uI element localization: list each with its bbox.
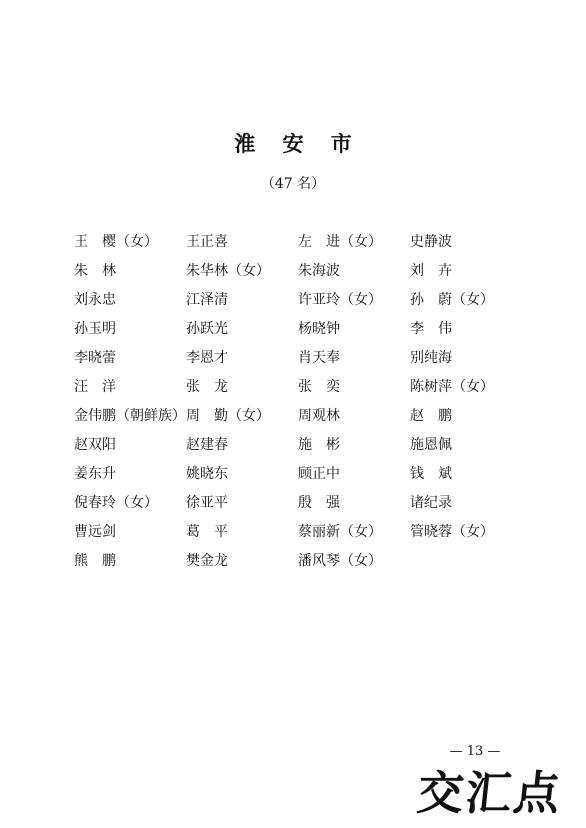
name-entry: 钱 斌 <box>410 466 452 482</box>
name-entry: 江泽清 <box>186 292 228 308</box>
name-entry: 潘风琴（女） <box>298 553 382 569</box>
page-number: — 13 — <box>449 744 501 759</box>
name-entry: 刘 卉 <box>410 263 452 279</box>
name-entry: 姜东升 <box>74 466 116 482</box>
name-entry: 史静波 <box>410 234 452 250</box>
name-entry: 王正喜 <box>186 234 228 250</box>
name-entry: 别纯海 <box>410 350 452 366</box>
name-entry: 杨晓钟 <box>298 321 340 337</box>
name-entry: 诸纪录 <box>410 495 452 511</box>
name-entry: 左 进（女） <box>298 234 382 250</box>
name-entry: 李恩才 <box>186 350 228 366</box>
name-entry: 张 龙 <box>186 379 228 395</box>
name-entry: 施 彬 <box>298 437 340 453</box>
name-entry: 刘永忠 <box>74 292 116 308</box>
name-entry: 孙 蔚（女） <box>410 292 494 308</box>
name-entry: 管晓蓉（女） <box>410 524 494 540</box>
name-entry: 张 奕 <box>298 379 340 395</box>
name-entry: 曹远剑 <box>74 524 116 540</box>
name-entry: 赵建春 <box>186 437 228 453</box>
name-list <box>74 228 522 576</box>
name-entry: 李 伟 <box>410 321 452 337</box>
name-entry: 殷 强 <box>298 495 340 511</box>
name-entry: 樊金龙 <box>186 553 228 569</box>
name-entry: 熊 鹏 <box>74 553 116 569</box>
name-entry: 朱海波 <box>298 263 340 279</box>
name-entry: 朱 林 <box>74 263 116 279</box>
name-entry: 周观林 <box>298 408 340 424</box>
name-entry: 王 樱（女） <box>74 234 158 250</box>
name-entry: 周 勤（女） <box>186 408 270 424</box>
name-entry: 孙玉明 <box>74 321 116 337</box>
member-count: （47 名） <box>260 176 326 192</box>
name-entry: 许亚玲（女） <box>298 292 382 308</box>
name-entry: 倪春玲（女） <box>74 495 158 511</box>
name-entry: 金伟鹏（朝鲜族） <box>74 408 186 424</box>
name-entry: 赵 鹏 <box>410 408 452 424</box>
name-entry: 赵双阳 <box>74 437 116 453</box>
name-entry: 蔡丽新（女） <box>298 524 382 540</box>
name-entry: 顾正中 <box>298 466 340 482</box>
name-entry: 李晓蕾 <box>74 350 116 366</box>
name-entry: 肖天奉 <box>298 350 340 366</box>
watermark-logo: 交汇点 <box>414 766 565 820</box>
name-entry: 孙跃光 <box>186 321 228 337</box>
name-entry: 陈树萍（女） <box>410 379 494 395</box>
page-title: 淮 安 市 <box>234 131 362 156</box>
name-entry: 徐亚平 <box>186 495 228 511</box>
name-entry: 朱华林（女） <box>186 263 270 279</box>
name-entry: 葛 平 <box>186 524 228 540</box>
name-entry: 施恩佩 <box>410 437 452 453</box>
name-entry: 姚晓东 <box>186 466 228 482</box>
name-entry: 汪 洋 <box>74 379 116 395</box>
